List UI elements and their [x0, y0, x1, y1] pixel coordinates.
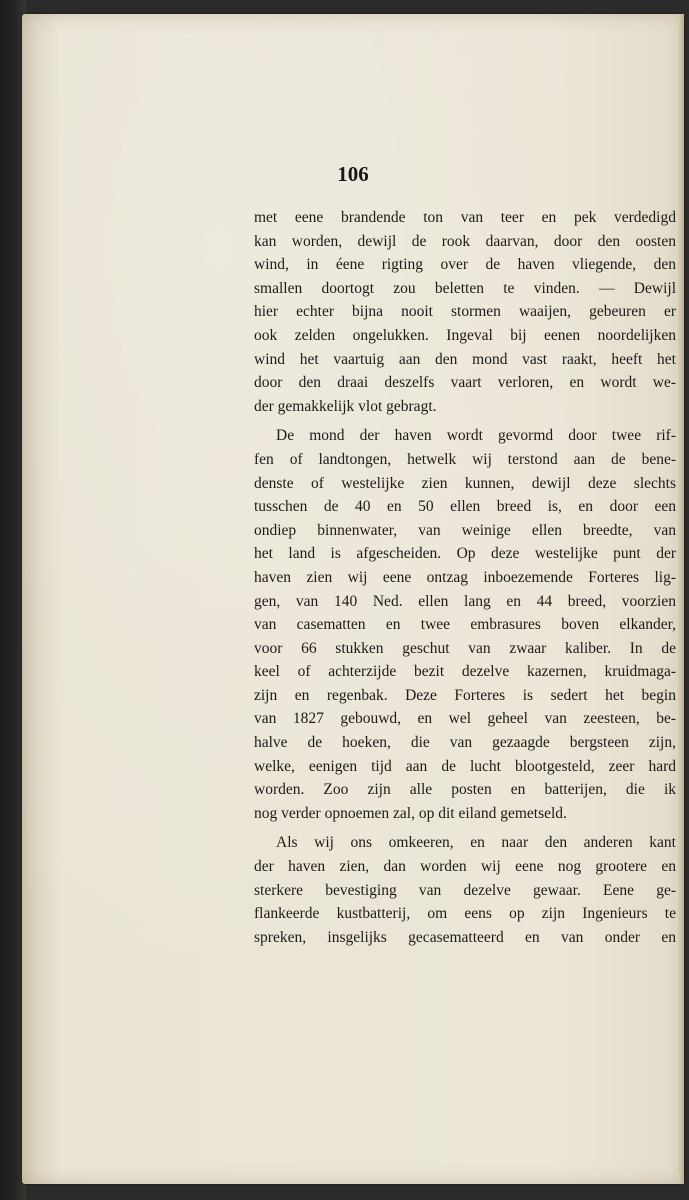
paragraph-2	[254, 424, 676, 825]
page-body-text	[254, 206, 676, 949]
text-line: van casematten en twee embrasures boven elkander,	[254, 616, 676, 634]
text-line: der haven zien, dan worden wij eene nog grootere en	[254, 858, 676, 876]
text-line: Als wij ons omkeeren, en naar den anderen kant	[276, 834, 676, 852]
book-page	[22, 14, 684, 1184]
text-line: ook zelden ongelukken. Ingeval bij eenen noordelijken	[254, 326, 676, 344]
text-line: tusschen de 40 en 50 ellen breed is, en door een	[254, 498, 676, 516]
text-line: ondiep binnenwater, van weinige ellen breedte, van	[254, 521, 676, 539]
text-line: denste of westelijke zien kunnen, dewijl deze slechts	[254, 474, 676, 492]
text-line: met eene brandende ton van teer en pek verdedigd	[254, 209, 676, 226]
text-line: halve de hoeken, die van gezaagde bergsteen zijn,	[254, 734, 676, 752]
text-line: sterkere bevestiging van dezelve gewaar. Eene ge-	[254, 881, 676, 899]
text-line: voor 66 stukken geschut van zwaar kaliber. In de	[254, 639, 676, 657]
text-line: zijn en regenbak. Deze Forteres is sedert het begin	[254, 686, 676, 704]
text-line: wind, in éene rigting over de haven vliegende, den	[254, 256, 676, 274]
text-line: keel of achterzijde bezit dezelve kazernen, kruidmaga-	[254, 663, 676, 681]
text-line: het land is afgescheiden. Op deze westelijke punt der	[254, 545, 676, 563]
page-number: 106	[337, 162, 369, 186]
text-line: kan worden, dewijl de rook daarvan, door den oosten	[254, 232, 676, 250]
text-line: gen, van 140 Ned. ellen lang en 44 breed, voorzien	[254, 592, 676, 610]
text-line: door den draai deszelfs vaart verloren, en wordt we-	[254, 374, 676, 392]
text-line: nog verder opnoemen zal, op dit eiland gemetseld.	[254, 804, 567, 822]
text-line: welke, eenigen tijd aan de lucht blootgesteld, zeer hard	[254, 757, 676, 775]
text-line: wind het vaartuig aan den mond vast raakt, heeft het	[254, 350, 676, 368]
text-line: flankeerde kustbatterij, om eens op zijn Ingenieurs te	[254, 905, 676, 923]
text-line: hier echter bijna nooit stormen waaijen, gebeuren er	[254, 303, 676, 321]
text-line: De mond der haven wordt gevormd door twee rif-	[276, 427, 676, 445]
text-line: der gemakkelijk vlot gebragt.	[254, 397, 437, 415]
text-line: smallen doortogt zou beletten te vinden. — Dewijl	[254, 279, 676, 297]
text-line: spreken, insgelijks gecasematteerd en van onder en	[254, 928, 676, 946]
text-line: worden. Zoo zijn alle posten en batterijen, die ik	[254, 781, 676, 799]
paragraph-1	[254, 206, 676, 418]
paragraph-3	[254, 831, 676, 949]
text-line: fen of landtongen, hetwelk wij terstond aan de bene-	[254, 450, 676, 468]
text-line: van 1827 gebouwd, en wel geheel van zeesteen, be-	[254, 710, 676, 728]
text-line: haven zien wij eene ontzag inboezemende Forteres lig-	[254, 568, 676, 586]
page-edge	[678, 14, 684, 1184]
